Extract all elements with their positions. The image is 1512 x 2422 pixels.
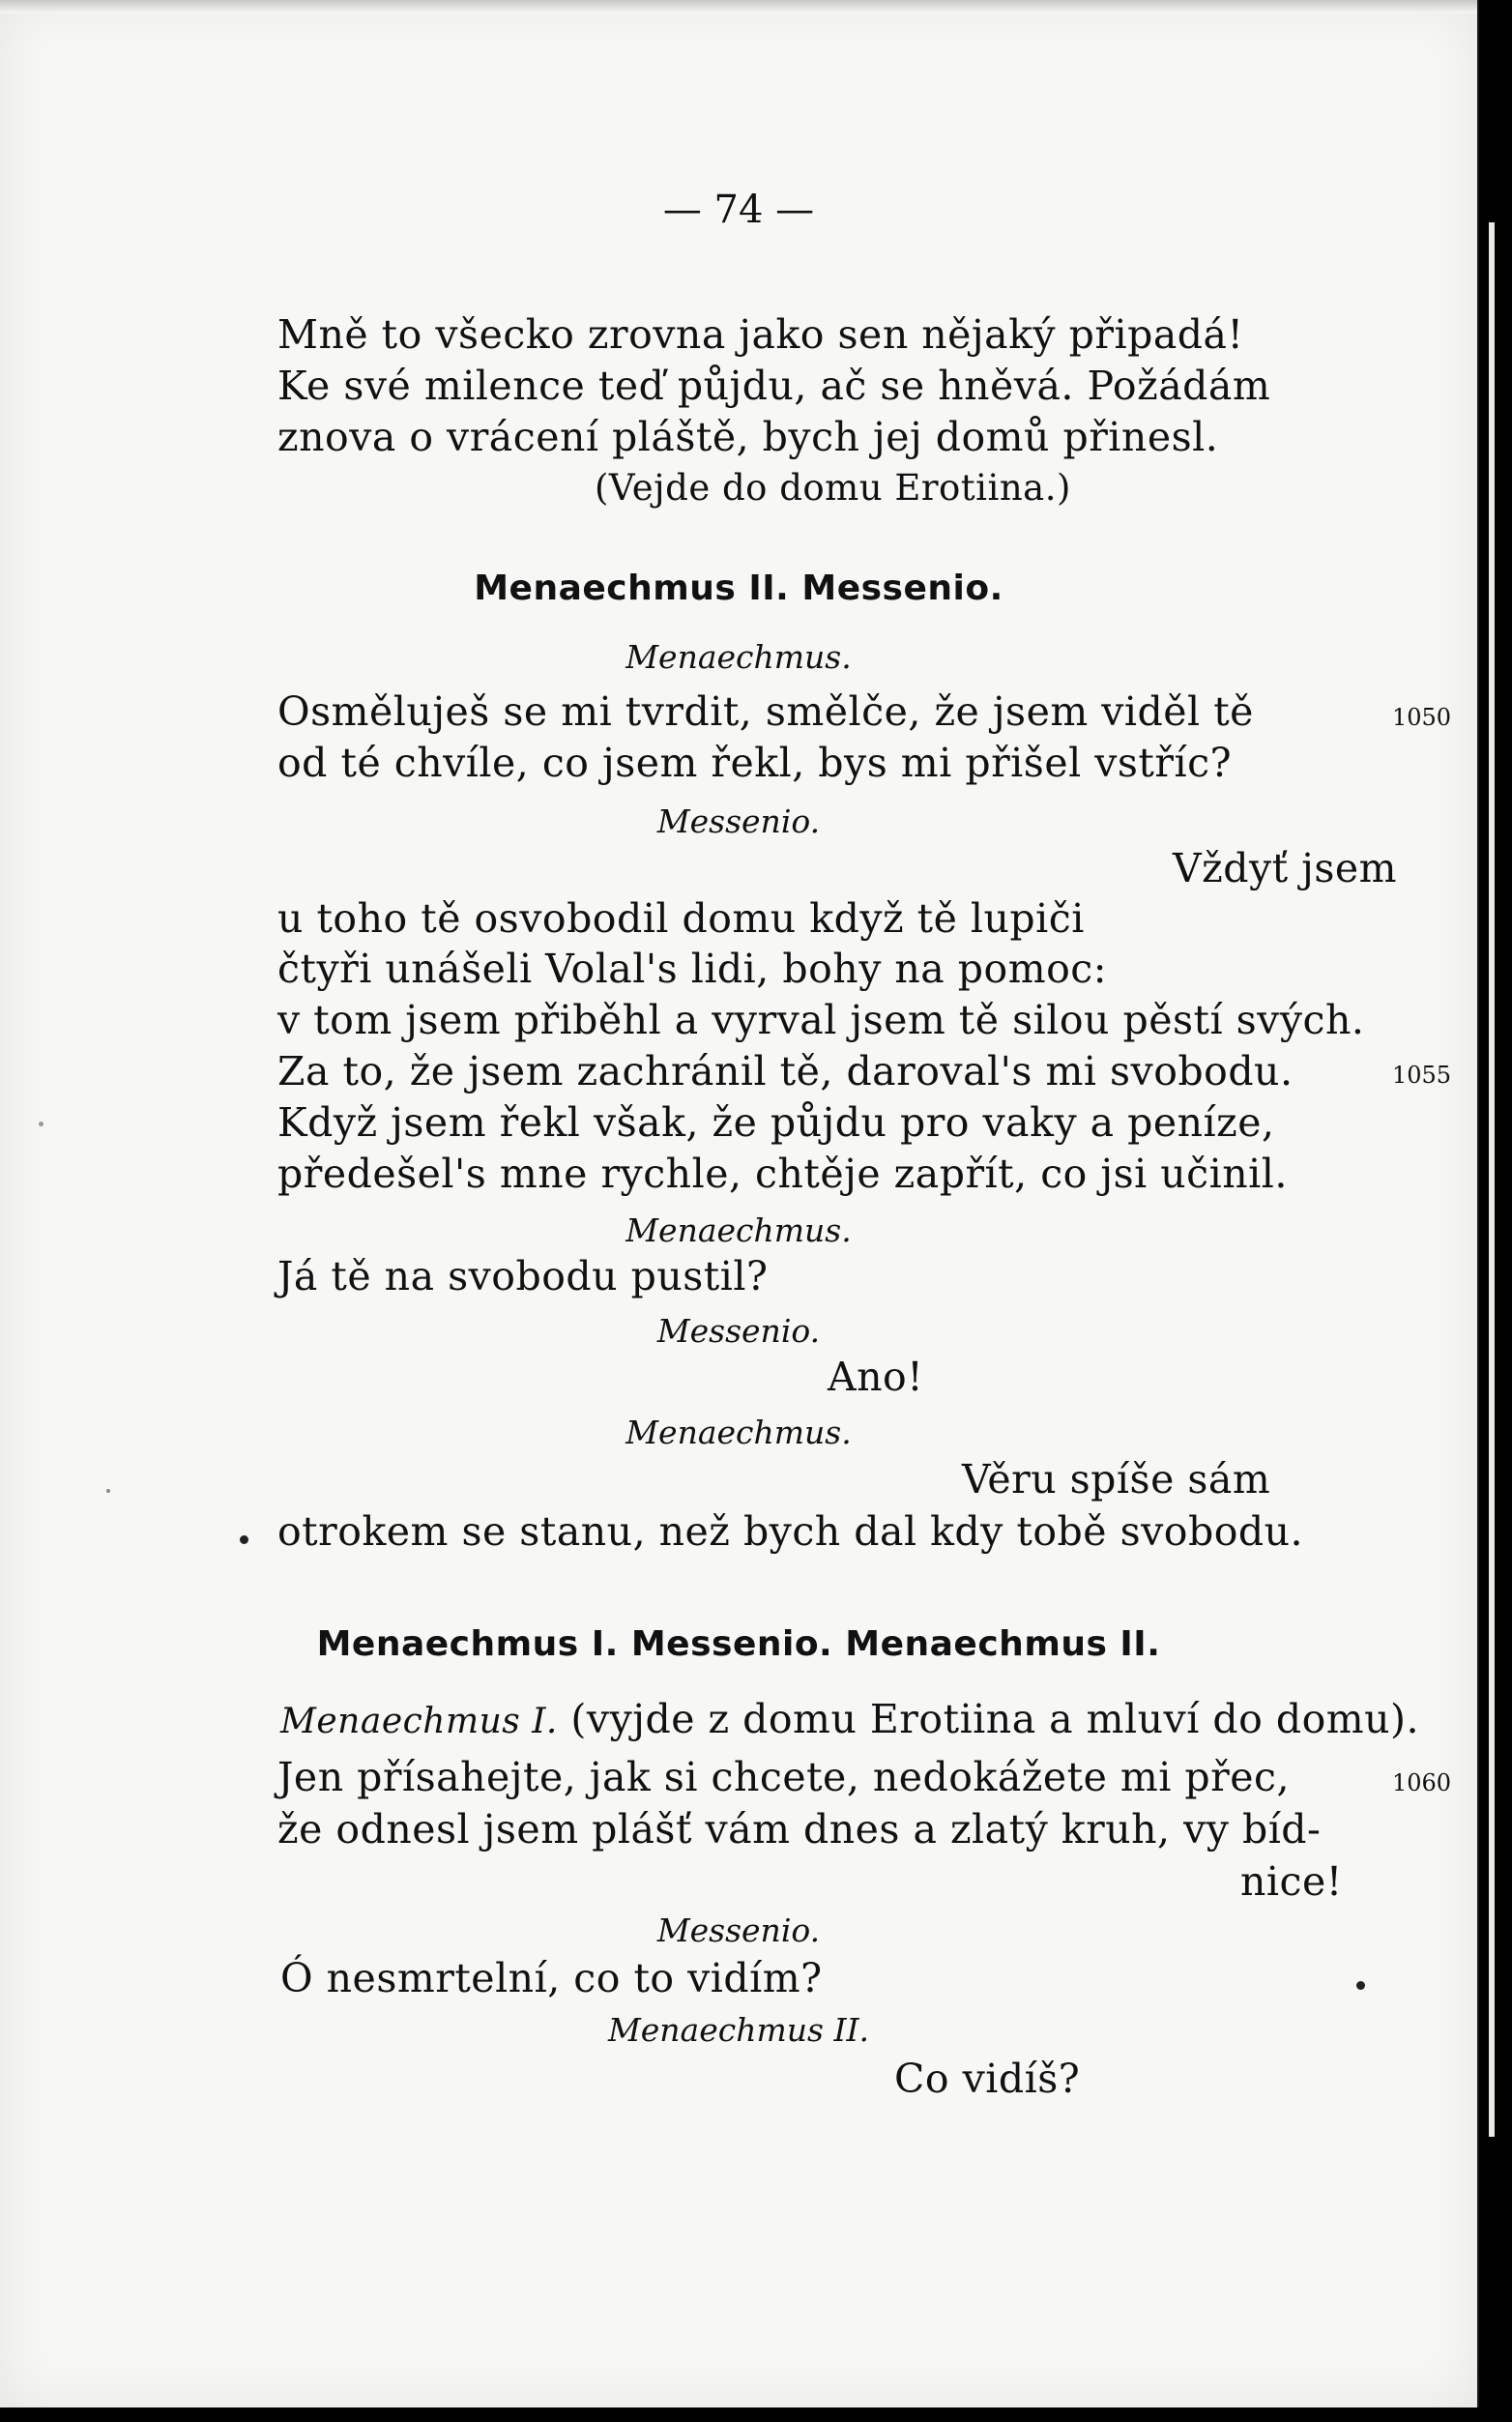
page-number: — 74 —	[662, 188, 815, 232]
verse-line: Ó nesmrtelní, co to vidím?	[280, 1955, 823, 2001]
speaker-name: Menaechmus.	[625, 638, 852, 676]
stage-direction: (vyjde z domu Erotiina a mluví do domu).	[570, 1696, 1420, 1742]
verse-line: Ano!	[828, 1354, 924, 1400]
line-number: 1050	[1392, 704, 1452, 731]
verse-line: nice!	[1240, 1858, 1343, 1905]
speaker-name: Menaechmus I.	[280, 1702, 558, 1741]
verse-line: Osměluješ se mi tvrdit, smělče, že jsem viděl tě	[277, 688, 1254, 735]
verse-line: od té chvíle, co jsem řekl, bys mi přišel vstříc?	[277, 740, 1233, 786]
speaker-name: Messenio.	[656, 1911, 821, 1949]
scan-edge-bottom	[0, 2407, 1512, 2422]
ink-speck	[106, 1489, 110, 1493]
verse-line: Za to, že jsem zachránil tě, daroval's mi svobodu.	[277, 1048, 1294, 1094]
scene-heading: Menaechmus II. Messenio.	[474, 569, 1003, 608]
verse-line: u toho tě osvobodil domu když tě lupiči	[277, 895, 1085, 942]
ink-speck	[1356, 1981, 1365, 1990]
scene-heading: Menaechmus I. Messenio. Menaechmus II.	[316, 1624, 1161, 1664]
verse-line: že odnesl jsem plášť vám dnes a zlatý kruh, vy bíd-	[277, 1806, 1322, 1853]
speaker-name: Messenio.	[656, 1312, 821, 1350]
verse-line: Co vidíš?	[894, 2056, 1081, 2102]
speaker-name: Menaechmus.	[625, 1414, 852, 1451]
ink-speck	[39, 1122, 44, 1126]
stage-direction: (Vejde do domu Erotiina.)	[595, 467, 1071, 509]
speaker-line	[280, 1694, 1419, 1747]
line-number: 1055	[1392, 1062, 1452, 1089]
verse-line: otrokem se stanu, než bych dal kdy tobě svobodu.	[277, 1508, 1304, 1555]
speaker-name: Menaechmus II.	[607, 2011, 870, 2049]
verse-line: čtyři unášeli Volal's lidi, bohy na pomoc:	[277, 946, 1108, 992]
verse-line: znova o vrácení pláště, bych jej domů přinesl.	[277, 414, 1219, 460]
page-edge-strip	[1489, 222, 1495, 2137]
verse-line: Já tě na svobodu pustil?	[277, 1253, 769, 1299]
ink-speck	[240, 1535, 248, 1544]
page-top-shadow	[0, 0, 1477, 14]
verse-line: Ke své milence teď půjdu, ač se hněvá. Požádám	[277, 363, 1271, 409]
line-number: 1060	[1392, 1769, 1452, 1796]
speaker-name: Menaechmus.	[625, 1211, 852, 1249]
verse-line: Jen přísahejte, jak si chcete, nedokážete mi přec,	[277, 1754, 1291, 1800]
verse-line: Vždyť jsem	[1173, 845, 1398, 891]
verse-line: Mně to všecko zrovna jako sen nějaký připadá!	[277, 311, 1244, 358]
verse-line: v tom jsem přiběhl a vyrval jsem tě silou pěstí svých.	[277, 997, 1365, 1043]
verse-line: předešel's mne rychle, chtěje zapřít, co jsi učinil.	[277, 1151, 1288, 1197]
scan-edge-right	[1479, 0, 1512, 2422]
speaker-name: Messenio.	[656, 802, 821, 840]
verse-line: Věru spíše sám	[962, 1456, 1271, 1503]
verse-line: Když jsem řekl však, že půjdu pro vaky a peníze,	[277, 1099, 1275, 1146]
